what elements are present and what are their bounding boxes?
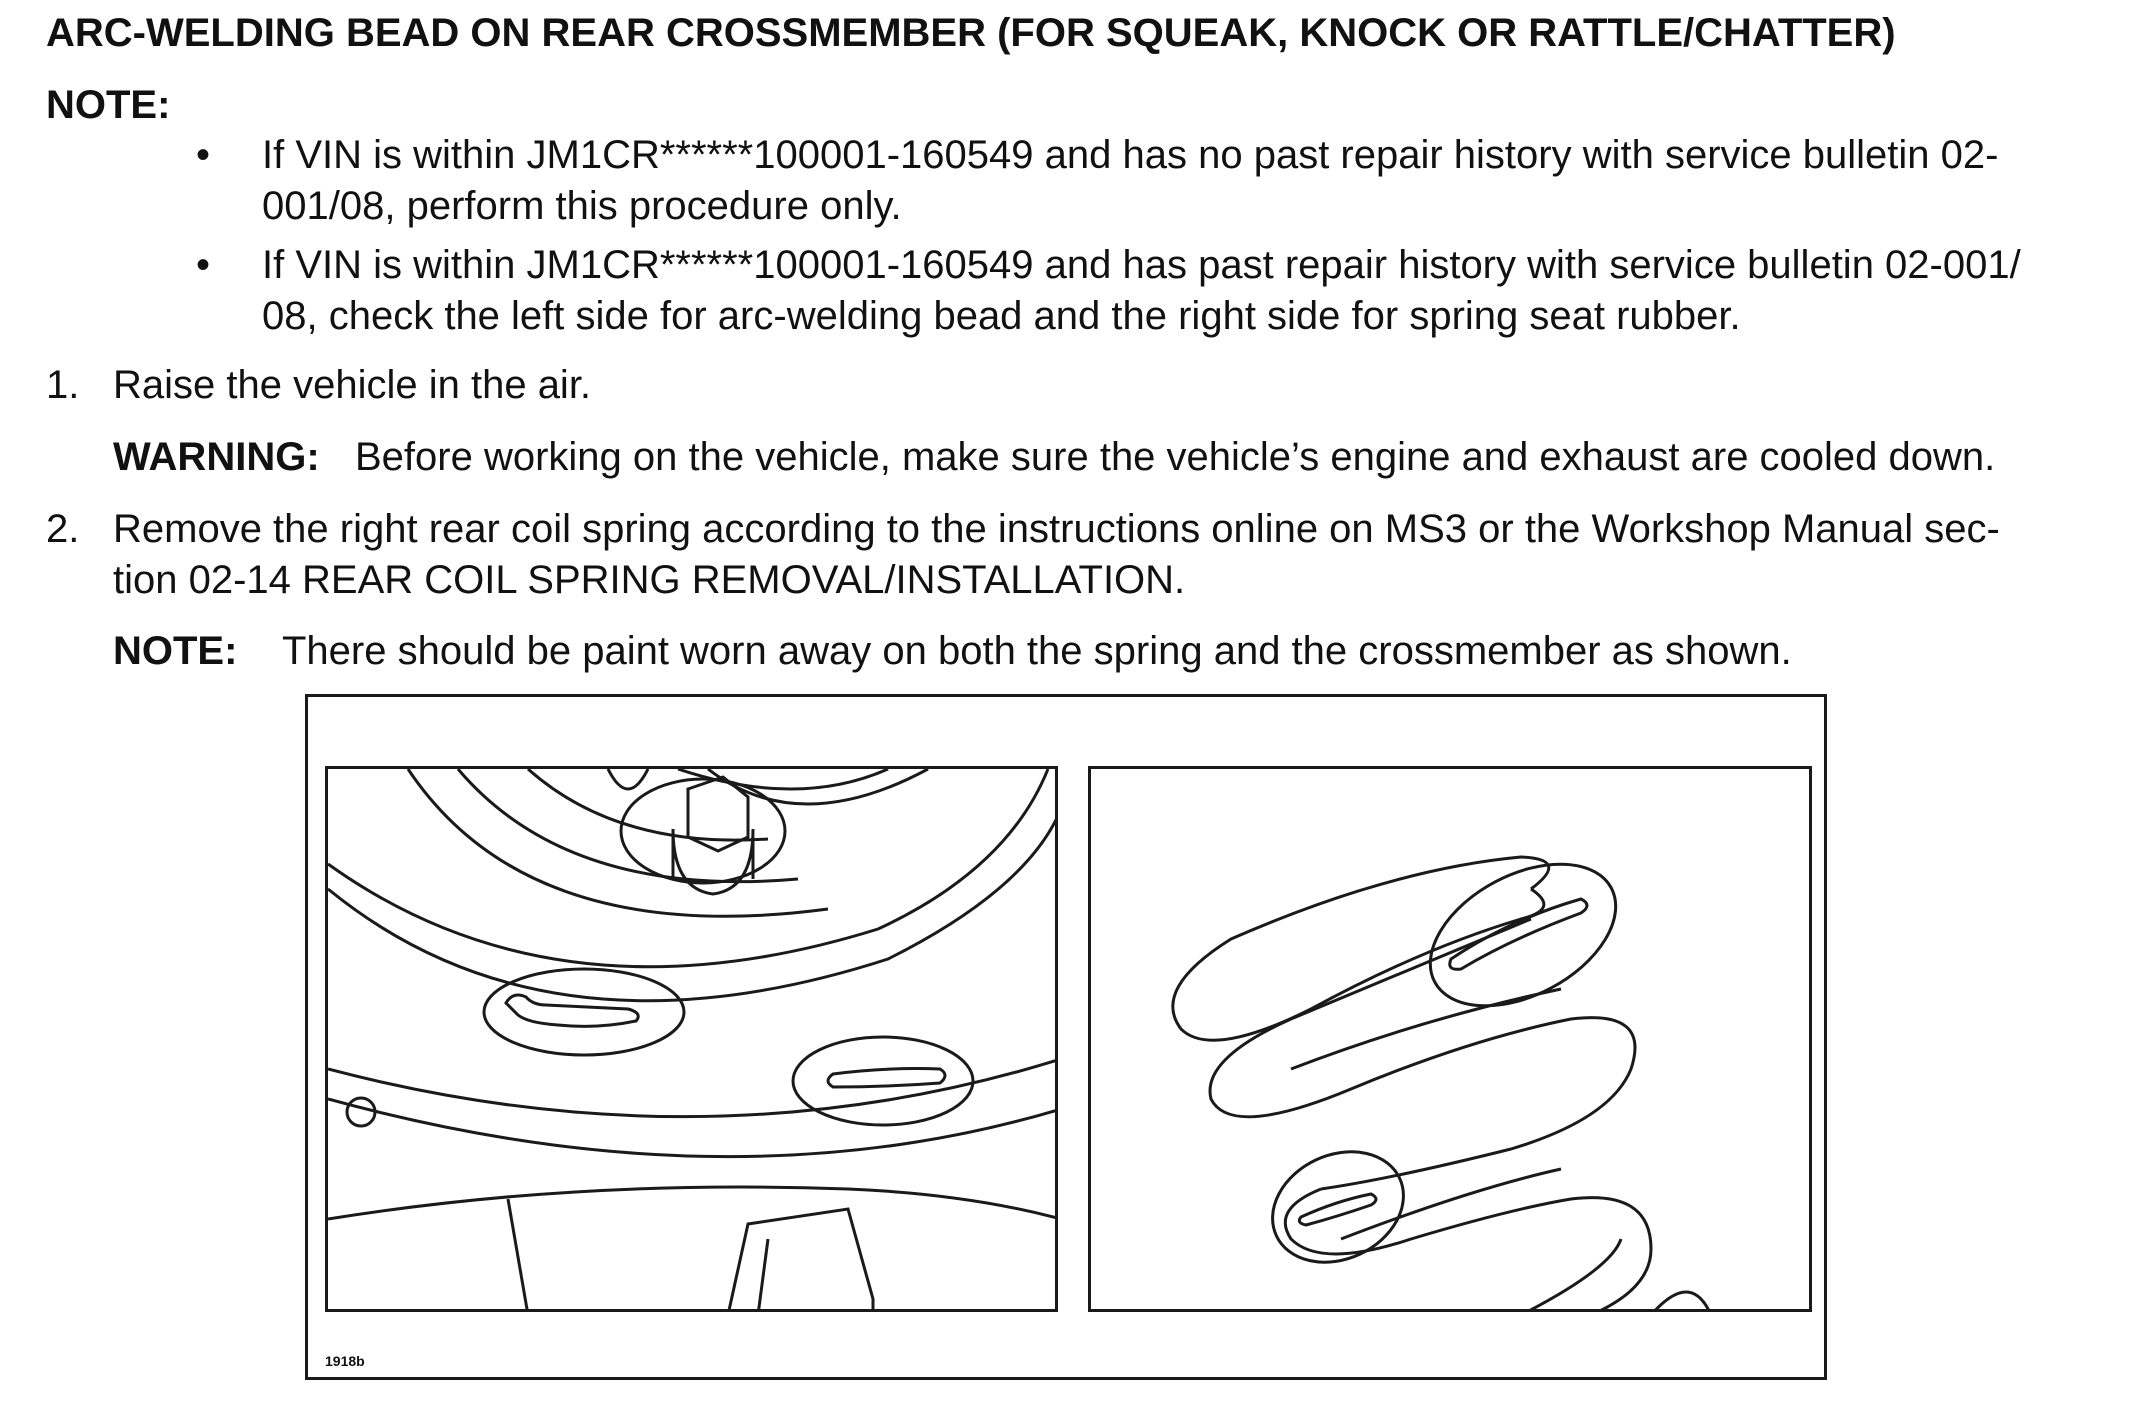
crossmember-illustration (325, 766, 1058, 1312)
step-text: Raise the vehicle in the air. (113, 363, 592, 407)
coil-spring-drawing (1091, 769, 1812, 1312)
bullet-2-line-1: If VIN is within JM1CR******100001-160549 and has past repair history with service bulletin 02-001/ (262, 243, 2021, 287)
figure-frame (305, 694, 1827, 1380)
crossmember-drawing (328, 769, 1058, 1312)
note-text: There should be paint worn away on both the spring and the crossmember as shown. (282, 629, 1792, 673)
page-title: ARC-WELDING BEAD ON REAR CROSSMEMBER (FOR SQUEAK, KNOCK OR RATTLE/CHATTER) (46, 11, 1896, 55)
step-number: 1. (46, 363, 80, 407)
step-text-line-2: tion 02-14 REAR COIL SPRING REMOVAL/INSTALLATION. (113, 558, 1186, 602)
step-text-line-1: Remove the right rear coil spring according to the instructions online on MS3 or the Workshop Manual sec- (113, 507, 2000, 551)
bullet-1-line-1: If VIN is within JM1CR******100001-160549 and has no past repair history with service bulletin 02- (262, 133, 1999, 177)
step-number: 2. (46, 507, 80, 551)
bullet-1-line-2: 001/08, perform this procedure only. (262, 184, 902, 228)
note-label: NOTE: (46, 83, 171, 127)
note-label: NOTE: (113, 629, 238, 673)
bullet-icon: • (196, 243, 211, 287)
warning-text: Before working on the vehicle, make sure the vehicle’s engine and exhaust are cooled down. (355, 435, 1996, 479)
warning-label: WARNING: (113, 435, 320, 479)
figure-id-label: 1918b (325, 1353, 365, 1369)
bullet-2-line-2: 08, check the left side for arc-welding bead and the right side for spring seat rubber. (262, 294, 1741, 338)
bullet-icon: • (196, 133, 211, 177)
coil-spring-illustration (1088, 766, 1812, 1312)
